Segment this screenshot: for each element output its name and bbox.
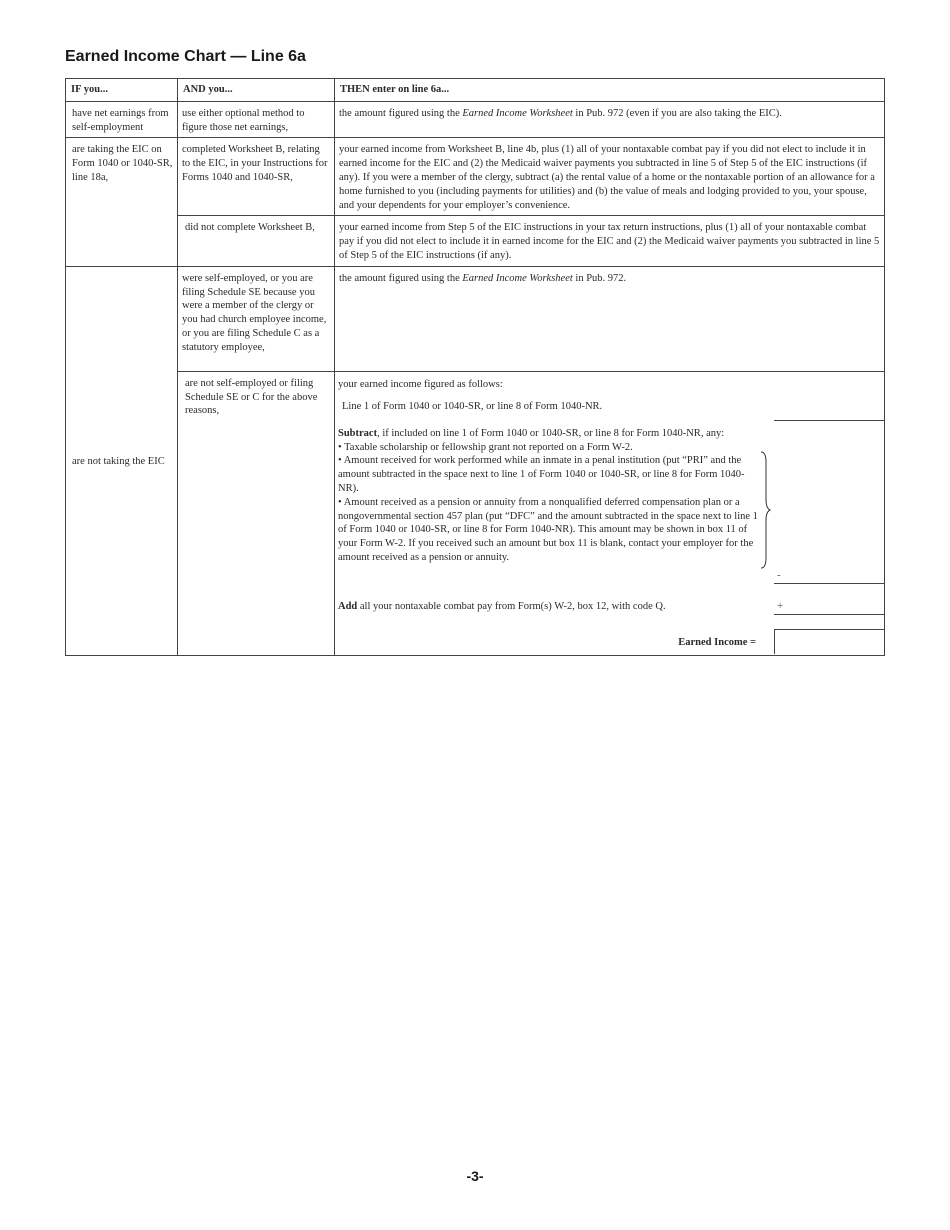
add-label: Add	[338, 600, 358, 612]
then-emphasis: Earned Income Worksheet	[462, 272, 573, 284]
table-row	[66, 101, 885, 138]
add-section	[338, 600, 666, 614]
subtract-section	[338, 427, 758, 565]
then-cell	[335, 266, 885, 371]
then-cell: your earned income from Step 5 of the EIC instructions in your tax return instructions, plus (1) all of your nontaxable combat pay if you did not elect to include it in earned income for the EIC and (2) the Medicaid waiver payments you subtracted in line 5 of Step 5 of the EIC instructions (if any).	[335, 216, 885, 266]
amount-line	[774, 614, 884, 615]
bullet-item: • Amount received as a pension or annuity from a nonqualified deferred compensation plan or a nongovernmental section 457 plan (put “DFC” and the amount subtracted in the space next to line 1 of Form 1040 or 1040-SR, or line 8 for Form 1040-NR). This amount may be shown in box 11 of your Form W-2. If you received such an amount but box 11 is blank, contact your employer for the amount received as a pension or annuity.	[338, 496, 758, 563]
then-text: in Pub. 972 (even if you are also taking the EIC).	[572, 107, 782, 119]
earned-income-chart	[65, 78, 885, 656]
plus-sign: +	[777, 599, 784, 612]
amount-line	[774, 420, 884, 421]
if-cell: are taking the EIC on Form 1040 or 1040-SR, line 18a,	[66, 138, 178, 266]
table-header-row	[66, 79, 885, 102]
bullet-item: • Amount received for work performed while an inmate in a penal institution (put “PRI” and the amount subtracted in the space next to line 1 of Form 1040 or 1040-SR, or line 8 for Form 1040-NR).	[338, 455, 745, 494]
header-if: IF you...	[66, 79, 178, 102]
table-row	[66, 266, 885, 371]
subtract-label: Subtract	[338, 427, 378, 439]
table-row	[66, 138, 885, 216]
if-cell: are not taking the EIC	[66, 266, 178, 655]
earned-income-box[interactable]	[774, 629, 885, 654]
earned-income-label: Earned Income =	[678, 636, 756, 648]
worksheet-intro: your earned income figured as follows:	[338, 378, 503, 390]
header-and: AND you...	[178, 79, 335, 102]
header-then: THEN enter on line 6a...	[335, 79, 885, 102]
and-cell: use either optional method to figure those net earnings,	[178, 101, 335, 138]
minus-sign: -	[777, 568, 781, 581]
then-cell: your earned income from Worksheet B, line 4b, plus (1) all of your nontaxable combat pay if you did not elect to include it in earned income for the EIC and (2) the Medicaid waiver payments you subtracted in line 5 of Step 5 of the EIC instructions (if any). If you were a member of the clergy, subtract (a) the rental value of a home or the nontaxable portion of an allowance for a home furnished to you (including payments for utilities) and (b) the value of meals and lodging provided to you, your spouse, and your dependents for your employer’s convenience.	[335, 138, 885, 216]
table-row	[66, 371, 885, 655]
and-cell: were self-employed, or you are filing Schedule SE because you were a member of the clergy or you had church employee income, or you are filing Schedule C as a statutory employee,	[178, 266, 335, 371]
page-title: Earned Income Chart — Line 6a	[65, 48, 306, 65]
then-cell	[335, 101, 885, 138]
then-text: in Pub. 972.	[572, 272, 627, 284]
then-text: the amount figured using the	[339, 272, 463, 284]
and-cell: did not complete Worksheet B,	[178, 216, 335, 266]
then-emphasis: Earned Income Worksheet	[462, 107, 573, 119]
subtract-text: , if included on line 1 of Form 1040 or 1040-SR, or line 8 for Form 1040-NR, any:	[377, 427, 725, 439]
table-row	[66, 216, 885, 266]
bullet-item: • Taxable scholarship or fellowship grant not reported on a Form W-2.	[338, 441, 633, 453]
and-cell: are not self-employed or filing Schedule SE or C for the above reasons,	[178, 371, 335, 655]
add-text: all your nontaxable combat pay from Form(s) W-2, box 12, with code Q.	[357, 600, 666, 612]
earned-income-worksheet	[335, 371, 885, 655]
page-number: -3-	[466, 1168, 484, 1184]
then-text: the amount figured using the	[339, 107, 463, 119]
and-cell: completed Worksheet B, relating to the EIC, in your Instructions for Forms 1040 and 1040-SR,	[178, 138, 335, 216]
if-cell: have net earnings from self-employment	[66, 101, 178, 138]
amount-line	[774, 583, 884, 584]
curly-brace-icon	[759, 450, 771, 570]
worksheet-line1: Line 1 of Form 1040 or 1040-SR, or line 8 of Form 1040-NR.	[342, 400, 603, 412]
